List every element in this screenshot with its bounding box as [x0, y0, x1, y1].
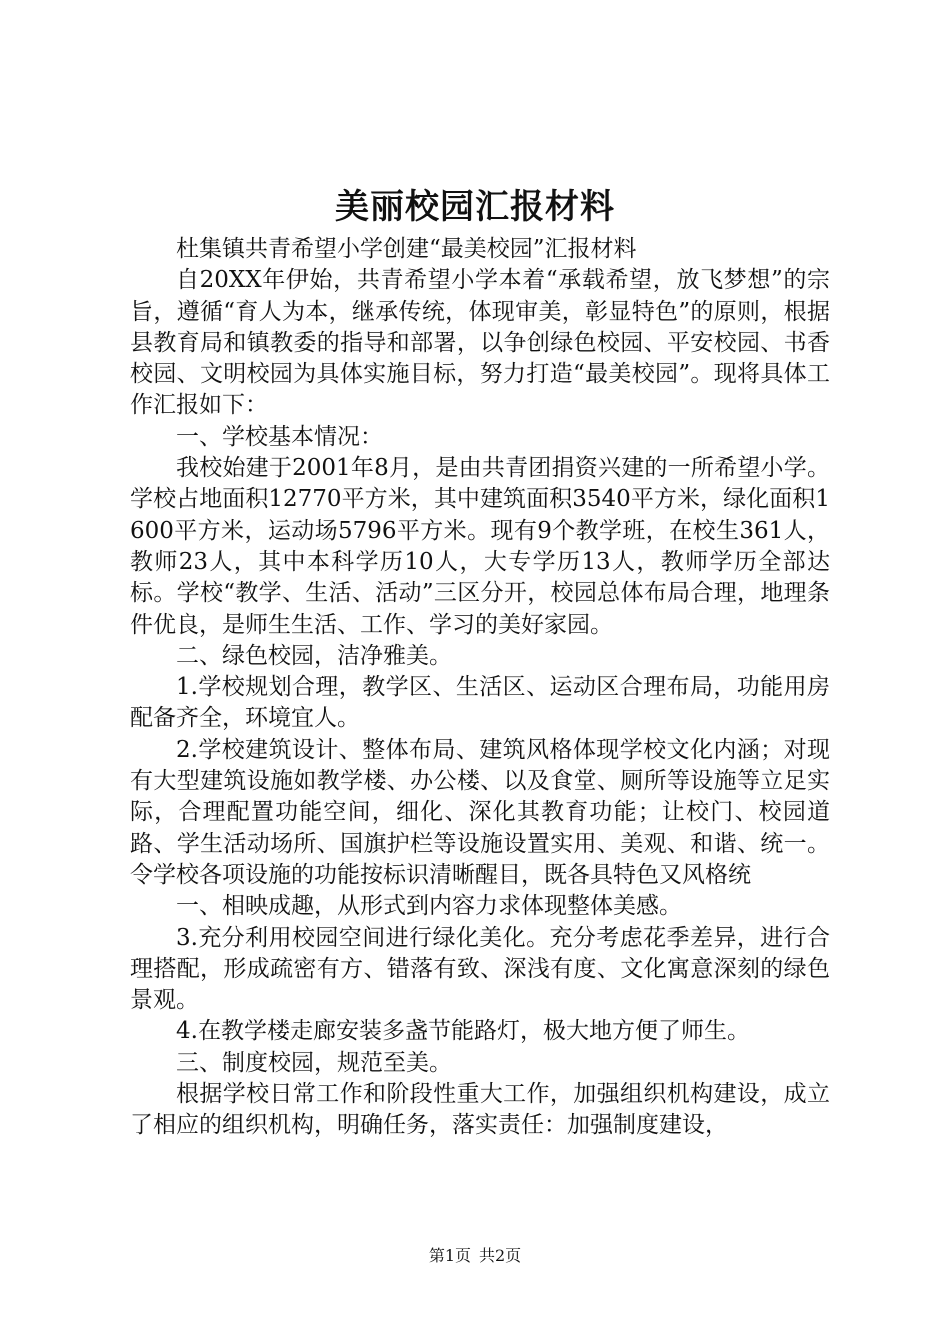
body-paragraph: 2.学校建筑设计、整体布局、建筑风格体现学校文化内涵；对现有大型建筑设施如教学楼、办公楼、以及食堂、厕所等设施等立足实际，合理配置功能空间，细化、深化其教育功能；让校门、校园道路、学生活动场所、国旗护栏等设施设置实用、美观、和谐、统一。令学校各项设施的功能按标识清晰醒目，既各具特色又风格统 — [130, 736, 830, 888]
page-number: 第1页 — [428, 1246, 471, 1265]
body-paragraph: 4.在教学楼走廊安装多盏节能路灯，极大地方便了师生。 — [176, 1018, 750, 1045]
body-paragraph: 二、绿色校园，洁净雅美。 — [176, 642, 452, 669]
body-paragraph: 杜集镇共青希望小学创建“最美校园”汇报材料 — [176, 236, 637, 262]
body-paragraph: 我校始建于2001年8月，是由共青团捐资兴建的一所希望小学。学校占地面积12770平方米，其中建筑面积3540平方米，绿化面积1600平方米，运动场5796平方米。现有9个教学班，在校生361人，教师23人，其中本科学历10人，大专学历13人，教师学历全部达标。学校“教学、生活、活动”三区分开，校园总体布局合理，地理条件优良，是师生生活、工作、学习的美好家园。 — [130, 455, 830, 638]
body-paragraph: 三、制度校园，规范至美。 — [176, 1049, 452, 1076]
body-paragraph: 3.充分利用校园空间进行绿化美化。充分考虑花季差异，进行合理搭配，形成疏密有方、错落有致、深浅有度、文化寓意深刻的绿色景观。 — [130, 924, 830, 1014]
page-footer — [0, 1244, 950, 1268]
body-paragraph: 一、相映成趣，从形式到内容力求体现整体美感。 — [176, 893, 682, 920]
document-body — [130, 234, 830, 1142]
body-paragraph: 一、学校基本情况： — [176, 423, 383, 450]
page-total: 共2页 — [479, 1246, 522, 1265]
body-paragraph: 1.学校规划合理，教学区、生活区、运动区合理布局，功能用房配备齐全，环境宜人。 — [130, 674, 830, 732]
body-paragraph: 根据学校日常工作和阶段性重大工作，加强组织机构建设，成立了相应的组织机构，明确任务，落实责任：加强制度建设， — [130, 1081, 830, 1139]
document-title: 美丽校园汇报材料 — [335, 187, 615, 227]
body-paragraph: 自20XX年伊始，共青希望小学本着“承载希望，放飞梦想”的宗旨，遵循“育人为本，继承传统，体现审美，彰显特色”的原则，根据县教育局和镇教委的指导和部署，以争创绿色校园、平安校园、书香校园、文明校园为具体实施目标，努力打造“最美校园”。现将具体工作汇报如下： — [130, 267, 830, 419]
